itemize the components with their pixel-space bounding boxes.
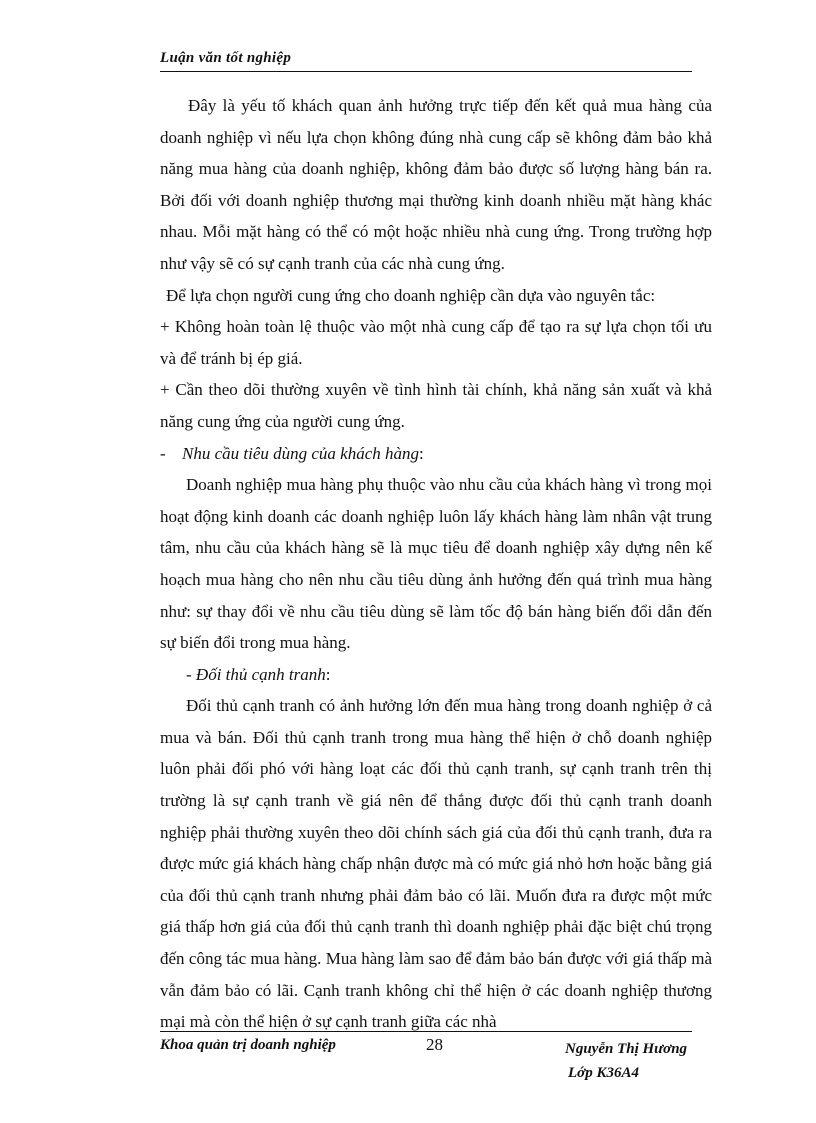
header-rule bbox=[160, 71, 692, 72]
footer-author: Nguyễn Thị Hương bbox=[565, 1041, 688, 1057]
page-header bbox=[160, 50, 692, 67]
heading-colon: : bbox=[419, 443, 424, 463]
heading-colon: : bbox=[325, 664, 331, 684]
paragraph: + Cần theo dõi thường xuyên về tình hình tài chính, khả năng sản xuất và khả năng cung ứng của người cung ứng. bbox=[160, 380, 712, 431]
heading-text: Nhu cầu tiêu dùng của khách hàng bbox=[182, 443, 420, 463]
footer-class: Lớp K36A4 bbox=[568, 1065, 639, 1081]
section-heading bbox=[160, 659, 712, 691]
paragraph: Đây là yếu tố khách quan ảnh hưởng trực tiếp đến kết quả mua hàng của doanh nghiệp vì nếu lựa chọn không đúng nhà cung cấp sẽ không đảm bảo khả năng mua hàng của doanh nghiệp, không đảm bảo được số lượng hàng bán ra. Bởi đối với doanh nghiệp thương mại thường kinh doanh nhiều mặt hàng khác nhau. Mỗi mặt hàng có thể có một hoặc nhiều nhà cung ứng. Trong trường hợp như vậy sẽ có sự cạnh tranh của các nhà cung ứng. bbox=[160, 96, 712, 273]
footer-faculty: Khoa quản trị doanh nghiệp bbox=[160, 1037, 336, 1053]
page-number: 28 bbox=[426, 1035, 443, 1054]
paragraph: Doanh nghiệp mua hàng phụ thuộc vào nhu cầu của khách hàng vì trong mọi hoạt động kinh doanh các doanh nghiệp luôn lấy khách hàng làm nhân vật trung tâm, nhu cầu của khách hàng sẽ là mục tiêu để doanh nghiệp xây dựng nên kế hoạch mua hàng cho nên nhu cầu tiêu dùng ảnh hưởng đến quá trình mua hàng như: sự thay đổi về nhu cầu tiêu dùng sẽ làm tốc độ bán hàng biến đổi dẫn đến sự biến đổi trong mua hàng. bbox=[160, 475, 712, 653]
paragraph: Để lựa chọn người cung ứng cho doanh nghiệp cần dựa vào nguyên tắc: bbox=[166, 285, 656, 305]
body-text bbox=[160, 90, 712, 1038]
footer-rule bbox=[160, 1031, 692, 1032]
header-title: Luận văn tốt nghiệp bbox=[160, 50, 292, 66]
paragraph: + Không hoàn toàn lệ thuộc vào một nhà cung cấp để tạo ra sự lựa chọn tối ưu và để tránh bị ép giá. bbox=[160, 317, 712, 368]
section-heading bbox=[160, 438, 712, 470]
footer-author-block bbox=[565, 1037, 687, 1085]
heading-text: - Đối thủ cạnh tranh bbox=[186, 664, 326, 684]
paragraph: Đối thủ cạnh tranh có ảnh hưởng lớn đến mua hàng trong doanh nghiệp ở cả mua và bán. Đối thủ cạnh tranh trong mua hàng thể hiện ở chỗ doanh nghiệp luôn phải đối phó với hàng loạt các đối thủ cạnh tranh, sự cạnh tranh trên thị trường là sự cạnh tranh về giá nên để thắng được đối thủ cạnh tranh doanh nghiệp phải thường xuyên theo dõi chính sách giá của đối thủ cạnh tranh, đưa ra được mức giá khách hàng chấp nhận được mà có mức giá nhỏ hơn hoặc bằng giá của đối thủ cạnh tranh nhưng phải đảm bảo có lãi. Muốn đưa ra được một mức giá thấp hơn giá của đối thủ cạnh tranh thì doanh nghiệp phải đặc biệt chú trọng đến công tác mua hàng. Mua hàng làm sao để đảm bảo bán được với giá thấp mà vẫn đảm bảo có lãi. Cạnh tranh không chỉ thể hiện ở các doanh nghiệp thương mại mà còn thể hiện ở sự cạnh tranh giữa các nhà bbox=[160, 696, 712, 1032]
heading-dash: - bbox=[160, 443, 166, 463]
